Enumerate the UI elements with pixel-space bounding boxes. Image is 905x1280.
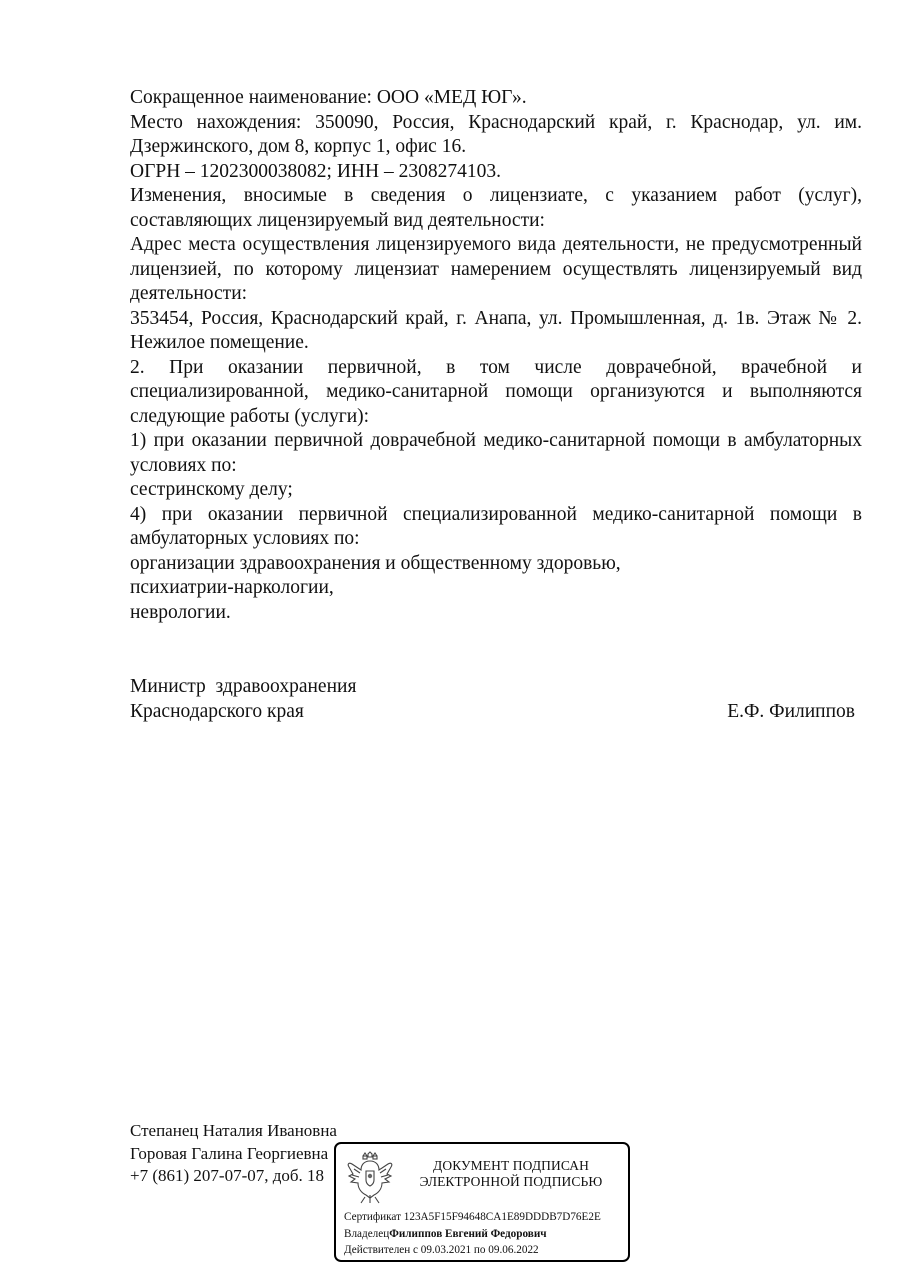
signature-row: [130, 699, 855, 724]
executor-name-1: Степанец Наталия Ивановна: [130, 1121, 337, 1140]
service-item: организации здравоохранения и общественному здоровью,: [130, 552, 621, 574]
signatory-name: Е.Ф. Филиппов: [727, 701, 855, 722]
item-2-4: 4) при оказании первичной специализированной медико-санитарной помощи в амбулаторных условиях по:: [130, 503, 862, 549]
executor-name-2: Горовая Галина Георгиевна: [130, 1143, 329, 1163]
e-signature-stamp: [334, 1142, 630, 1262]
changes-paragraph: Изменения, вносимые в сведения о лицензиате, с указанием работ (услуг), составляющих лицензируемый вид деятельности:: [130, 185, 862, 231]
service-item: неврологии.: [130, 601, 231, 623]
certificate-line: [344, 1209, 629, 1226]
validity-line: Действителен с 09.03.2021 по 09.06.2022: [344, 1244, 539, 1256]
short-name: Сокращенное наименование: ООО «МЕД ЮГ».: [130, 87, 527, 108]
address-heading: Адрес места осуществления лицензируемого вида деятельности, не предусмотренный лицензией, по которому лицензиат намерением осуществлять лицензируемый вид деятельности:: [130, 234, 862, 304]
stamp-details: [344, 1209, 629, 1259]
service-item: психиатрии-наркологии,: [130, 577, 334, 598]
nursing: сестринскому делу;: [130, 479, 293, 500]
signatory-position-line1: Министр здравоохранения: [130, 676, 357, 697]
item-2: 2. При оказании первичной, в том числе доврачебной, врачебной и специализированной, медико-санитарной помощи организуются и выполняются следующие работы (услуги):: [130, 356, 862, 427]
stamp-title-line1: ДОКУМЕНТ ПОДПИСАН: [433, 1158, 589, 1173]
certificate-value: 123A5F15F94648CA1E89DDDB7D76E2E: [403, 1211, 601, 1223]
item-2-1: 1) при оказании первичной доврачебной медико-санитарной помощи в амбулаторных условиях по:: [130, 430, 862, 476]
owner-value: Филиппов Евгений Федорович: [389, 1227, 547, 1240]
signatory-position-line2: Краснодарского края: [130, 701, 304, 722]
certificate-label: Сертификат: [344, 1211, 401, 1223]
owner-label: Владелец: [344, 1227, 390, 1240]
signature-block: [130, 674, 855, 724]
coat-of-arms-icon: [346, 1151, 394, 1209]
ogrn-inn: ОГРН – 1202300038082; ИНН – 2308274103.: [130, 160, 501, 182]
owner-line: [344, 1226, 629, 1243]
location: Место нахождения: 350090, Россия, Краснодарский край, г. Краснодар, ул. им. Дзержинского, дом 8, корпус 1, офис 16.: [130, 111, 862, 157]
stamp-title: [400, 1158, 622, 1190]
address: 353454, Россия, Краснодарский край, г. Анапа, ул. Промышленная, д. 1в. Этаж № 2. Нежилое помещение.: [130, 307, 862, 353]
stamp-title-line2: ЭЛЕКТРОННОЙ ПОДПИСЬЮ: [419, 1174, 603, 1189]
executor-phone: +7 (861) 207-07-07, доб. 18: [130, 1166, 325, 1185]
document-body: [130, 86, 862, 625]
